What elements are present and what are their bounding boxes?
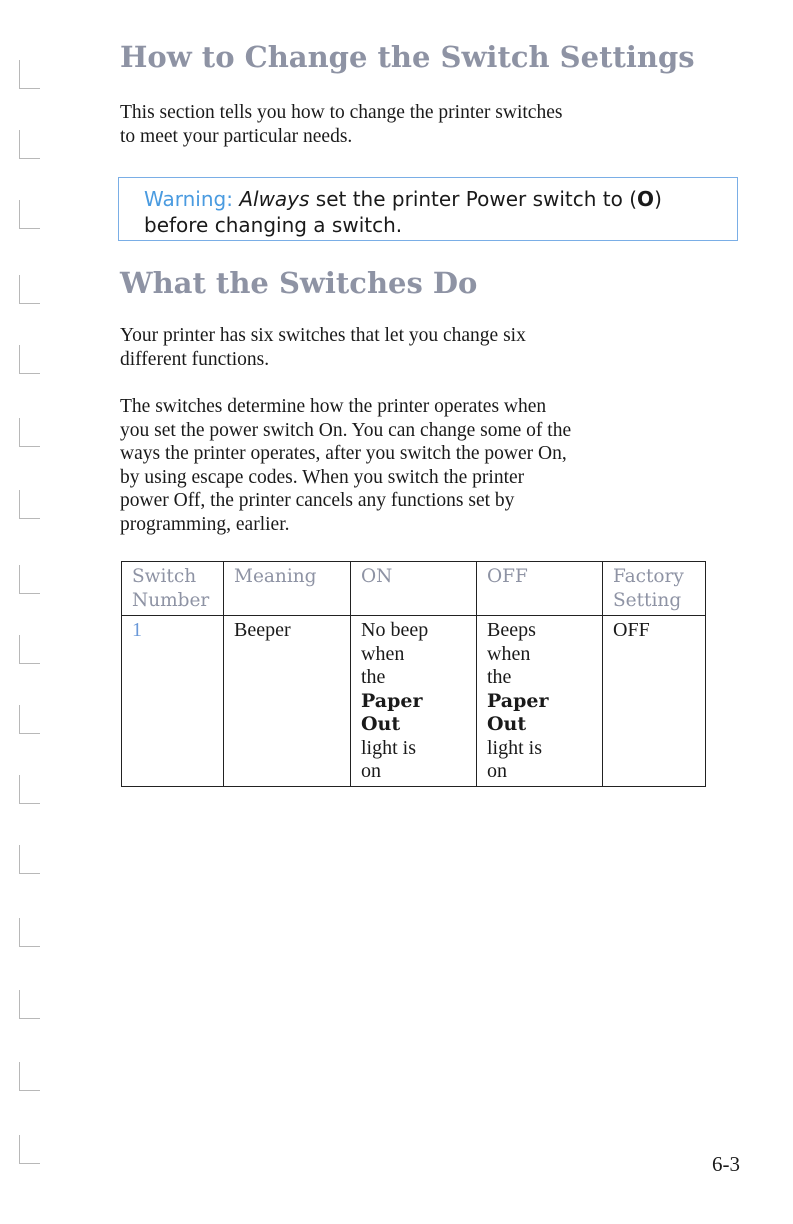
- page-number: 6-3: [712, 1152, 740, 1176]
- binder-mark: [19, 275, 40, 304]
- switch-number-cell: 1: [122, 616, 224, 787]
- table-row: [122, 616, 706, 787]
- cell-line: the: [361, 666, 386, 688]
- binder-mark: [19, 60, 40, 89]
- text-line: power Off, the printer cancels any functions set by: [120, 490, 515, 511]
- cell-line: light is: [487, 736, 543, 759]
- cell-line: on: [361, 760, 381, 782]
- cell-line: when: [487, 642, 531, 665]
- warning-line-2: before changing a switch.: [144, 213, 403, 237]
- table-header-row: [122, 562, 706, 616]
- cell-line: Out: [487, 713, 527, 735]
- warning-line-1: [144, 186, 737, 212]
- binder-mark: [19, 130, 40, 159]
- cell-line: on: [487, 760, 507, 782]
- text-line: programming, earlier.: [120, 513, 290, 535]
- cell-line: the: [487, 666, 512, 688]
- binder-mark: [19, 775, 40, 804]
- intro-line: This section tells you how to change the printer switches: [120, 102, 563, 123]
- cell-line: Paper: [361, 689, 423, 712]
- header-off: OFF: [477, 562, 603, 616]
- section-title: What the Switches Do: [120, 266, 478, 300]
- warning-box: [118, 177, 738, 241]
- text-line: by using escape codes. When you switch the printer: [120, 466, 525, 488]
- binder-mark: [19, 490, 40, 519]
- header-text: Switch: [132, 566, 197, 587]
- cell-line: No beep: [361, 619, 429, 641]
- header-factory-setting: [603, 562, 706, 616]
- cell-line: Beeps: [487, 619, 536, 641]
- header-text: Factory: [613, 566, 684, 587]
- intro-line: to meet your particular needs.: [120, 125, 353, 147]
- text-line: Your printer has six switches that let you change six: [120, 325, 526, 346]
- binder-mark: [19, 200, 40, 229]
- cell-line: Paper: [487, 689, 549, 712]
- text-line: you set the power switch On. You can change some of the: [120, 419, 572, 441]
- header-switch-number: [122, 562, 224, 616]
- warning-text: set the printer Power switch to (: [309, 187, 638, 211]
- binder-mark: [19, 418, 40, 447]
- binder-mark: [19, 345, 40, 374]
- header-on: ON: [351, 562, 477, 616]
- switches-paragraph: [120, 395, 760, 536]
- off-cell: [477, 616, 603, 787]
- warning-emphasis: Always: [239, 187, 310, 211]
- section-title: How to Change the Switch Settings: [120, 40, 695, 74]
- on-cell: [351, 616, 477, 787]
- text-line: The switches determine how the printer operates when: [120, 396, 547, 417]
- warning-label: Warning:: [144, 187, 233, 211]
- functions-paragraph: [120, 324, 760, 371]
- intro-paragraph: [120, 101, 760, 148]
- binder-mark: [19, 845, 40, 874]
- binder-mark: [19, 1135, 40, 1164]
- binder-mark: [19, 565, 40, 594]
- binder-mark: [19, 990, 40, 1019]
- header-meaning: Meaning: [224, 562, 351, 616]
- factory-setting-cell: OFF: [603, 616, 706, 787]
- header-text: Setting: [613, 590, 682, 611]
- cell-line: light is: [361, 736, 417, 759]
- meaning-cell: Beeper: [224, 616, 351, 787]
- binder-mark: [19, 918, 40, 947]
- switch-table: [121, 561, 706, 787]
- text-line: ways the printer operates, after you switch the power On,: [120, 443, 567, 464]
- warning-close: ): [654, 187, 662, 211]
- cell-line: when: [361, 642, 405, 665]
- header-text: Number: [132, 590, 210, 611]
- text-line: different functions.: [120, 348, 270, 370]
- binder-mark: [19, 1062, 40, 1091]
- cell-line: Out: [361, 713, 401, 735]
- binder-mark: [19, 635, 40, 664]
- binder-mark: [19, 705, 40, 734]
- power-off-symbol: O: [637, 187, 655, 211]
